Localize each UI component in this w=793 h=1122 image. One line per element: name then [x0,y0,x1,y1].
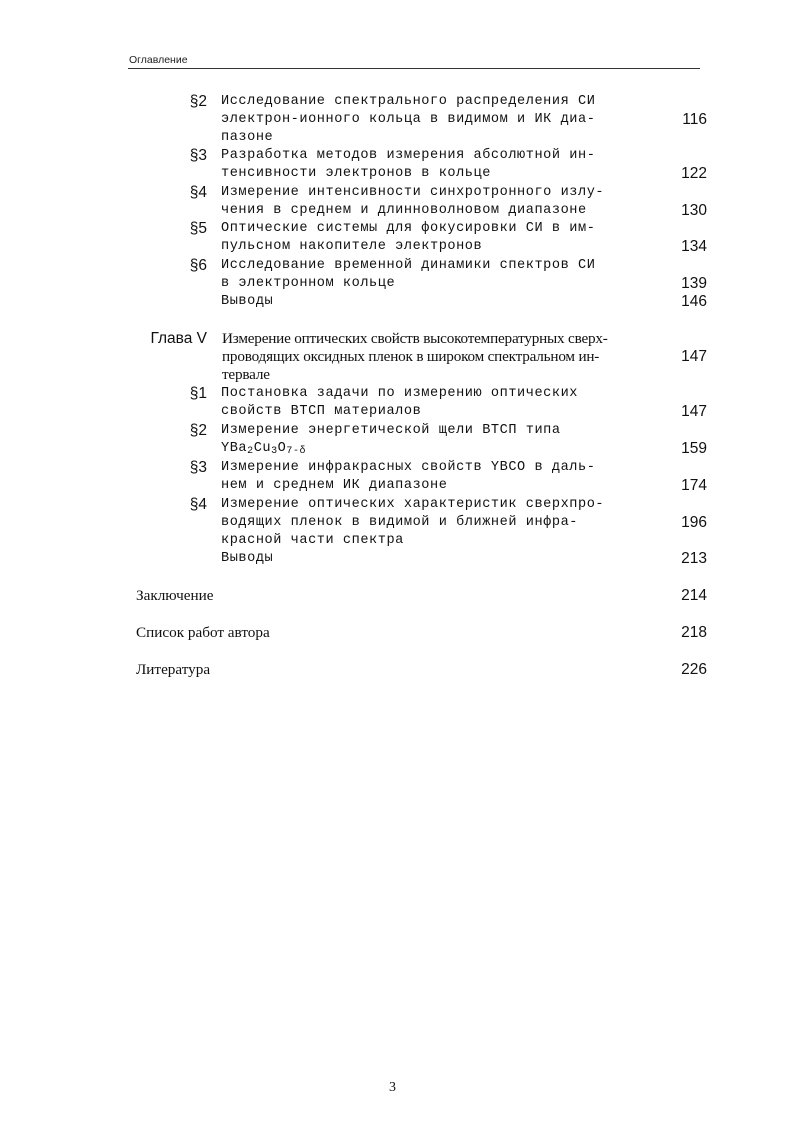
page-ref: 159 [681,440,707,457]
entry-text: Исследование временной динамики спектров СИ [221,258,596,273]
entry-text: электрон-ионного кольца в видимом и ИК диа- [221,112,596,127]
entry-text: Оптические системы для фокусировки СИ в им- [221,221,596,236]
entry-text: пульсном накопителе электронов [221,239,483,254]
entry-text: Постановка задачи по измерению оптических [221,386,579,401]
page-ref: 196 [681,514,707,531]
section-number: §6 [189,257,207,274]
chapter-title: тервале [222,366,270,383]
page-ref: 214 [681,587,707,604]
entry-text: в электронном кольце [221,276,396,291]
section-number: §3 [189,459,207,476]
page-ref: 226 [681,661,707,678]
section-number: §1 [189,385,207,402]
formula-part: Cu [253,441,272,456]
entry-title: Список работ автора [136,624,270,641]
page-ref: 174 [681,477,707,494]
page-number: 3 [389,1080,396,1095]
section-number: §3 [189,147,207,164]
entry-text: Разработка методов измерения абсолютной ин- [221,148,596,163]
section-number: §2 [189,422,207,439]
formula-ybco [221,440,306,461]
header-rule [128,68,700,69]
entry-text: водящих пленок в видимой и ближней инфра- [221,515,579,530]
entry-text: нем и среднем ИК диапазоне [221,478,448,493]
section-number: §4 [189,496,207,513]
section-number: §2 [189,93,207,110]
formula-subscript: 2 [247,446,254,457]
header-title: Оглавление [129,54,188,66]
chapter-title: проводящих оксидных пленок в широком спектральном ин- [222,348,600,365]
entry-text: Измерение интенсивности синхротронного излу- [221,185,605,200]
entry-text: Выводы [221,551,274,566]
page-ref: 213 [681,550,707,567]
page-ref: 122 [681,165,707,182]
entry-title: Литература [136,661,211,678]
entry-text: тенсивности электронов в кольце [221,166,491,181]
formula-subscript: 7-δ [286,446,307,457]
entry-text: Измерение инфракрасных свойств YBCO в даль- [221,460,596,475]
page-ref: 130 [681,202,707,219]
section-number: §4 [189,184,207,201]
formula-part: O [277,441,287,456]
entry-text: пазоне [221,130,274,145]
entry-title: Заключение [136,587,214,604]
page-ref: 134 [681,238,707,255]
entry-text: Измерение энергетической щели ВТСП типа [221,423,561,438]
page-ref: 146 [681,293,707,310]
section-number: §5 [189,220,207,237]
formula-subscript: 3 [271,446,278,457]
entry-text: красной части спектра [221,533,404,548]
page-ref: 116 [682,111,707,128]
entry-text: свойств ВТСП материалов [221,404,422,419]
page-ref: 147 [681,403,707,420]
chapter-title: Измерение оптических свойств высокотемпературных сверх- [222,330,608,347]
formula-part: YBa [221,441,248,456]
entry-text: чения в среднем и длинноволновом диапазоне [221,203,587,218]
entry-text: Измерение оптических характеристик сверхпро- [221,497,605,512]
page-ref: 147 [681,348,707,365]
chapter-label: Глава V [150,330,207,347]
page-ref: 218 [681,624,707,641]
page-ref: 139 [681,275,707,292]
entry-text: Исследование спектрального распределения СИ [221,94,596,109]
entry-text: Выводы [221,294,274,309]
